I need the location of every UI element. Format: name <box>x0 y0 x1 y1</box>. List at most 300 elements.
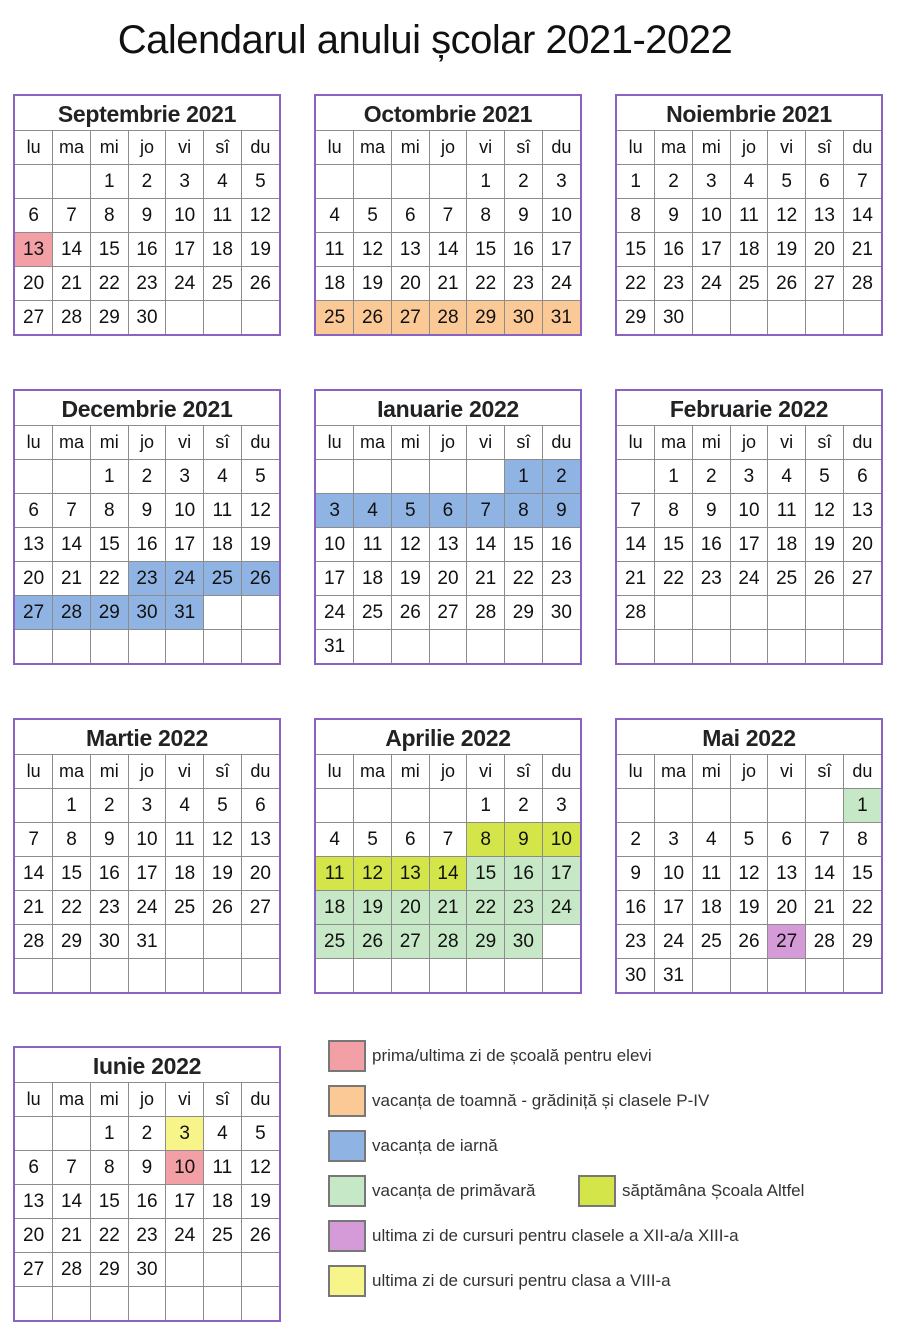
empty-cell <box>241 1253 279 1287</box>
empty-cell <box>241 1287 279 1321</box>
weekday-header: du <box>241 1083 279 1117</box>
day-cell: 19 <box>354 267 392 301</box>
empty-cell <box>429 630 467 664</box>
day-cell: 5 <box>204 789 242 823</box>
weekday-header: du <box>241 131 279 165</box>
month-title: Mai 2022 <box>702 725 796 751</box>
day-cell: 22 <box>505 562 543 596</box>
day-cell: 17 <box>692 233 730 267</box>
day-cell: 17 <box>730 528 768 562</box>
weekday-header: mi <box>391 131 429 165</box>
day-cell: 22 <box>467 891 505 925</box>
day-cell: 2 <box>90 789 128 823</box>
day-cell: 4 <box>692 823 730 857</box>
day-cell: 15 <box>90 528 128 562</box>
day-cell: 30 <box>90 925 128 959</box>
day-cell: 3 <box>655 823 693 857</box>
empty-cell <box>692 630 730 664</box>
empty-cell <box>166 630 204 664</box>
weekday-header: jo <box>128 1083 166 1117</box>
empty-cell <box>843 301 881 335</box>
day-cell: 1 <box>467 165 505 199</box>
day-cell: 6 <box>391 823 429 857</box>
weekday-header: jo <box>730 426 768 460</box>
day-cell: 25 <box>768 562 806 596</box>
month-calendar <box>314 718 582 994</box>
empty-cell <box>204 1287 242 1321</box>
day-cell: 31 <box>655 959 693 993</box>
day-cell: 23 <box>655 267 693 301</box>
empty-cell <box>617 630 655 664</box>
day-cell: 28 <box>53 301 91 335</box>
weekday-header: jo <box>128 426 166 460</box>
day-cell: 25 <box>166 891 204 925</box>
day-cell: 24 <box>166 1219 204 1253</box>
empty-cell <box>15 1117 53 1151</box>
day-cell: 6 <box>391 199 429 233</box>
day-cell: 24 <box>128 891 166 925</box>
day-cell: 11 <box>204 494 242 528</box>
day-cell: 7 <box>429 199 467 233</box>
day-cell: 11 <box>316 857 354 891</box>
day-cell: 25 <box>354 596 392 630</box>
day-cell: 16 <box>692 528 730 562</box>
day-cell: 27 <box>15 1253 53 1287</box>
weekday-header: du <box>843 426 881 460</box>
day-cell: 16 <box>617 891 655 925</box>
empty-cell <box>505 630 543 664</box>
weekday-header: ma <box>354 426 392 460</box>
empty-cell <box>241 596 279 630</box>
day-cell: 14 <box>617 528 655 562</box>
empty-cell <box>90 959 128 993</box>
weekday-header: vi <box>768 755 806 789</box>
day-cell: 9 <box>128 199 166 233</box>
day-cell: 27 <box>15 596 53 630</box>
weekday-header: lu <box>316 131 354 165</box>
day-cell: 16 <box>128 233 166 267</box>
empty-cell <box>429 165 467 199</box>
day-cell: 15 <box>467 233 505 267</box>
weekday-header: jo <box>730 131 768 165</box>
day-cell: 3 <box>542 165 580 199</box>
day-cell: 13 <box>241 823 279 857</box>
month-calendar <box>314 389 582 665</box>
day-cell: 9 <box>128 1151 166 1185</box>
day-cell: 6 <box>806 165 844 199</box>
day-cell: 20 <box>391 891 429 925</box>
empty-cell <box>655 596 693 630</box>
weekday-header: vi <box>166 755 204 789</box>
empty-cell <box>806 596 844 630</box>
month-title: Aprilie 2022 <box>385 725 511 751</box>
day-cell: 21 <box>53 562 91 596</box>
day-cell: 9 <box>128 494 166 528</box>
day-cell: 30 <box>505 301 543 335</box>
legend-label: săptămâna Școala Altfel <box>622 1181 805 1200</box>
day-cell: 18 <box>204 528 242 562</box>
legend-swatch <box>328 1265 366 1297</box>
day-cell: 20 <box>768 891 806 925</box>
day-cell: 24 <box>316 596 354 630</box>
weekday-header: du <box>542 755 580 789</box>
weekday-header: mi <box>692 131 730 165</box>
weekday-header: vi <box>166 1083 204 1117</box>
day-cell: 15 <box>505 528 543 562</box>
day-cell: 7 <box>429 823 467 857</box>
weekday-header: lu <box>15 1083 53 1117</box>
day-cell: 13 <box>15 233 53 267</box>
day-cell: 2 <box>505 165 543 199</box>
day-cell: 29 <box>90 596 128 630</box>
day-cell: 17 <box>166 1185 204 1219</box>
day-cell: 24 <box>655 925 693 959</box>
day-cell: 9 <box>505 199 543 233</box>
empty-cell <box>90 1287 128 1321</box>
weekday-header: du <box>843 755 881 789</box>
day-cell: 20 <box>843 528 881 562</box>
day-cell: 6 <box>15 494 53 528</box>
day-cell: 9 <box>542 494 580 528</box>
empty-cell <box>542 630 580 664</box>
month-calendar <box>615 94 883 336</box>
day-cell: 20 <box>15 1219 53 1253</box>
day-cell: 3 <box>692 165 730 199</box>
empty-cell <box>166 1287 204 1321</box>
empty-cell <box>617 789 655 823</box>
day-cell: 4 <box>730 165 768 199</box>
day-cell: 26 <box>241 562 279 596</box>
weekday-header: sî <box>505 131 543 165</box>
day-cell: 16 <box>505 857 543 891</box>
day-cell: 2 <box>692 460 730 494</box>
day-cell: 22 <box>90 562 128 596</box>
day-cell: 5 <box>241 1117 279 1151</box>
weekday-header: sî <box>505 755 543 789</box>
day-cell: 15 <box>53 857 91 891</box>
day-cell: 6 <box>843 460 881 494</box>
weekday-header: ma <box>655 426 693 460</box>
empty-cell <box>806 630 844 664</box>
empty-cell <box>241 630 279 664</box>
day-cell: 30 <box>617 959 655 993</box>
empty-cell <box>204 301 242 335</box>
day-cell: 13 <box>843 494 881 528</box>
empty-cell <box>316 165 354 199</box>
legend-label: ultima zi de cursuri pentru clasa a VIII-a <box>372 1271 671 1290</box>
weekday-header: mi <box>391 755 429 789</box>
empty-cell <box>354 959 392 993</box>
day-cell: 20 <box>15 562 53 596</box>
day-cell: 27 <box>241 891 279 925</box>
empty-cell <box>692 789 730 823</box>
weekday-header: lu <box>617 426 655 460</box>
day-cell: 15 <box>90 1185 128 1219</box>
weekday-header: mi <box>692 426 730 460</box>
day-cell: 24 <box>166 267 204 301</box>
weekday-header: ma <box>354 755 392 789</box>
legend-swatch <box>328 1040 366 1072</box>
weekday-header: lu <box>316 426 354 460</box>
day-cell: 28 <box>806 925 844 959</box>
day-cell: 9 <box>617 857 655 891</box>
day-cell: 21 <box>53 267 91 301</box>
day-cell: 8 <box>843 823 881 857</box>
weekday-header: sî <box>806 426 844 460</box>
day-cell: 15 <box>90 233 128 267</box>
day-cell: 25 <box>316 925 354 959</box>
day-cell: 12 <box>241 494 279 528</box>
day-cell: 20 <box>391 267 429 301</box>
empty-cell <box>655 630 693 664</box>
day-cell: 27 <box>768 925 806 959</box>
day-cell: 14 <box>15 857 53 891</box>
weekday-header: vi <box>768 131 806 165</box>
day-cell: 5 <box>354 823 392 857</box>
day-cell: 30 <box>128 1253 166 1287</box>
day-cell: 8 <box>90 1151 128 1185</box>
weekday-header: mi <box>90 755 128 789</box>
day-cell: 18 <box>768 528 806 562</box>
day-cell: 14 <box>429 857 467 891</box>
day-cell: 7 <box>53 494 91 528</box>
day-cell: 11 <box>204 1151 242 1185</box>
weekday-header: mi <box>90 426 128 460</box>
day-cell: 27 <box>391 925 429 959</box>
day-cell: 12 <box>354 233 392 267</box>
empty-cell <box>241 959 279 993</box>
day-cell: 29 <box>90 1253 128 1287</box>
day-cell: 1 <box>53 789 91 823</box>
day-cell: 1 <box>467 789 505 823</box>
weekday-header: sî <box>204 755 242 789</box>
day-cell: 20 <box>241 857 279 891</box>
weekday-header: ma <box>354 131 392 165</box>
day-cell: 26 <box>806 562 844 596</box>
empty-cell <box>768 789 806 823</box>
day-cell: 23 <box>128 267 166 301</box>
day-cell: 10 <box>128 823 166 857</box>
empty-cell <box>128 1287 166 1321</box>
weekday-header: ma <box>53 755 91 789</box>
day-cell: 6 <box>15 199 53 233</box>
day-cell: 7 <box>15 823 53 857</box>
empty-cell <box>768 301 806 335</box>
day-cell: 28 <box>429 301 467 335</box>
weekday-header: vi <box>467 426 505 460</box>
empty-cell <box>467 460 505 494</box>
day-cell: 4 <box>768 460 806 494</box>
weekday-header: mi <box>692 755 730 789</box>
day-cell: 6 <box>768 823 806 857</box>
weekday-header: sî <box>204 1083 242 1117</box>
day-cell: 19 <box>241 233 279 267</box>
empty-cell <box>692 596 730 630</box>
day-cell: 8 <box>467 199 505 233</box>
day-cell: 7 <box>806 823 844 857</box>
day-cell: 27 <box>15 301 53 335</box>
day-cell: 24 <box>166 562 204 596</box>
month-calendar <box>13 94 281 336</box>
day-cell: 24 <box>542 891 580 925</box>
weekday-header: sî <box>204 131 242 165</box>
day-cell: 12 <box>806 494 844 528</box>
day-cell: 21 <box>429 267 467 301</box>
weekday-header: lu <box>617 755 655 789</box>
empty-cell <box>354 630 392 664</box>
legend-swatch <box>328 1220 366 1252</box>
day-cell: 22 <box>90 1219 128 1253</box>
day-cell: 22 <box>467 267 505 301</box>
day-cell: 10 <box>166 199 204 233</box>
day-cell: 1 <box>843 789 881 823</box>
day-cell: 4 <box>316 199 354 233</box>
empty-cell <box>768 630 806 664</box>
day-cell: 18 <box>204 233 242 267</box>
empty-cell <box>15 460 53 494</box>
day-cell: 20 <box>15 267 53 301</box>
day-cell: 19 <box>768 233 806 267</box>
day-cell: 11 <box>316 233 354 267</box>
day-cell: 1 <box>90 165 128 199</box>
empty-cell <box>692 959 730 993</box>
day-cell: 2 <box>617 823 655 857</box>
day-cell: 10 <box>316 528 354 562</box>
day-cell: 26 <box>354 925 392 959</box>
empty-cell <box>53 165 91 199</box>
day-cell: 12 <box>768 199 806 233</box>
month-title: Ianuarie 2022 <box>377 396 519 422</box>
empty-cell <box>429 789 467 823</box>
day-cell: 21 <box>467 562 505 596</box>
month-title: Iunie 2022 <box>92 1053 202 1079</box>
day-cell: 8 <box>467 823 505 857</box>
empty-cell <box>15 165 53 199</box>
day-cell: 25 <box>692 925 730 959</box>
day-cell: 8 <box>90 494 128 528</box>
day-cell: 26 <box>241 1219 279 1253</box>
empty-cell <box>166 301 204 335</box>
day-cell: 30 <box>542 596 580 630</box>
month-calendar <box>13 1046 281 1322</box>
day-cell: 19 <box>204 857 242 891</box>
day-cell: 4 <box>204 1117 242 1151</box>
weekday-header: vi <box>166 131 204 165</box>
day-cell: 28 <box>843 267 881 301</box>
day-cell: 13 <box>768 857 806 891</box>
day-cell: 5 <box>241 165 279 199</box>
day-cell: 21 <box>429 891 467 925</box>
weekday-header: vi <box>166 426 204 460</box>
month-calendar <box>615 718 883 994</box>
day-cell: 21 <box>617 562 655 596</box>
day-cell: 5 <box>806 460 844 494</box>
day-cell: 7 <box>843 165 881 199</box>
empty-cell <box>391 460 429 494</box>
day-cell: 24 <box>692 267 730 301</box>
day-cell: 17 <box>166 528 204 562</box>
month-title: Martie 2022 <box>86 725 208 751</box>
empty-cell <box>128 959 166 993</box>
day-cell: 11 <box>730 199 768 233</box>
day-cell: 18 <box>354 562 392 596</box>
day-cell: 16 <box>655 233 693 267</box>
day-cell: 24 <box>542 267 580 301</box>
day-cell: 6 <box>429 494 467 528</box>
day-cell: 17 <box>542 857 580 891</box>
day-cell: 3 <box>128 789 166 823</box>
empty-cell <box>391 789 429 823</box>
month-calendar <box>13 718 281 994</box>
day-cell: 30 <box>128 596 166 630</box>
empty-cell <box>354 789 392 823</box>
day-cell: 26 <box>730 925 768 959</box>
day-cell: 5 <box>391 494 429 528</box>
day-cell: 10 <box>166 494 204 528</box>
weekday-header: jo <box>429 131 467 165</box>
day-cell: 18 <box>730 233 768 267</box>
day-cell: 4 <box>204 165 242 199</box>
legend-swatch <box>328 1175 366 1207</box>
day-cell: 19 <box>241 1185 279 1219</box>
day-cell: 20 <box>806 233 844 267</box>
day-cell: 15 <box>617 233 655 267</box>
legend-label: vacanța de toamnă - grădiniță și clasele P-IV <box>372 1091 710 1110</box>
day-cell: 4 <box>316 823 354 857</box>
empty-cell <box>542 959 580 993</box>
day-cell: 31 <box>128 925 166 959</box>
day-cell: 6 <box>15 1151 53 1185</box>
empty-cell <box>316 460 354 494</box>
empty-cell <box>53 1287 91 1321</box>
day-cell: 16 <box>505 233 543 267</box>
day-cell: 23 <box>692 562 730 596</box>
day-cell: 24 <box>730 562 768 596</box>
day-cell: 3 <box>542 789 580 823</box>
empty-cell <box>204 925 242 959</box>
empty-cell <box>730 301 768 335</box>
day-cell: 18 <box>692 891 730 925</box>
day-cell: 15 <box>467 857 505 891</box>
empty-cell <box>391 959 429 993</box>
day-cell: 17 <box>542 233 580 267</box>
empty-cell <box>730 596 768 630</box>
empty-cell <box>730 789 768 823</box>
weekday-header: mi <box>90 131 128 165</box>
weekday-header: ma <box>53 131 91 165</box>
empty-cell <box>53 630 91 664</box>
weekday-header: ma <box>53 426 91 460</box>
day-cell: 8 <box>655 494 693 528</box>
empty-cell <box>806 301 844 335</box>
weekday-header: sî <box>806 755 844 789</box>
day-cell: 28 <box>467 596 505 630</box>
weekday-header: vi <box>768 426 806 460</box>
day-cell: 11 <box>354 528 392 562</box>
weekday-header: vi <box>467 131 505 165</box>
empty-cell <box>15 789 53 823</box>
day-cell: 25 <box>204 267 242 301</box>
day-cell: 8 <box>90 199 128 233</box>
day-cell: 29 <box>53 925 91 959</box>
day-cell: 27 <box>391 301 429 335</box>
empty-cell <box>204 1253 242 1287</box>
empty-cell <box>655 789 693 823</box>
day-cell: 10 <box>542 199 580 233</box>
day-cell: 13 <box>391 233 429 267</box>
day-cell: 6 <box>241 789 279 823</box>
empty-cell <box>542 925 580 959</box>
